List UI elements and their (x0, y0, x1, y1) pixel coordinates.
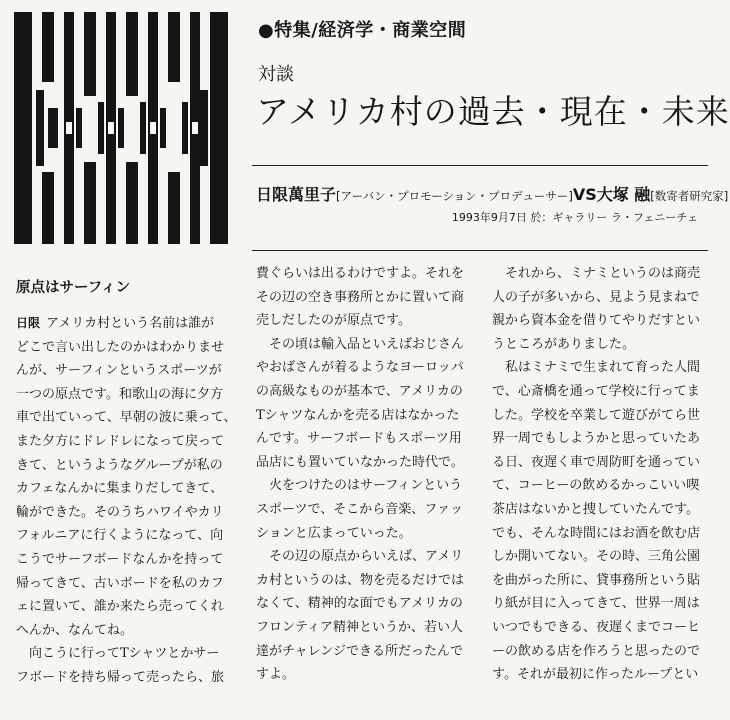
text-line-content: やおばさんが着るようなヨーロッパ (256, 360, 464, 376)
text-line (492, 333, 704, 357)
text-line (16, 336, 238, 360)
text-line-content: 車で出ていって、早朝の波に乗って、 (16, 410, 237, 426)
speaker-label: 日限 (16, 316, 41, 330)
text-line (256, 262, 472, 286)
participants-line (256, 182, 728, 205)
text-line (256, 663, 472, 687)
text-line-content: る日、夜遅く車で周防町を通ってい (492, 454, 701, 470)
text-line-content: んが、サーフィンというスポーツが (16, 363, 222, 379)
text-line (492, 262, 704, 286)
text-line (492, 569, 704, 593)
text-line-content: 親から資本金を借りてやりだすとい (492, 313, 701, 329)
guest-role: [アーバン・プロモーション・プロデューサー] (336, 189, 573, 203)
text-line (256, 380, 472, 404)
text-line (256, 309, 472, 333)
text-line (256, 451, 472, 475)
text-line (16, 595, 238, 619)
text-line (16, 383, 238, 407)
text-line (492, 451, 704, 475)
text-line-content: んです。サーフボードもスポーツ用 (256, 431, 462, 447)
text-line (16, 642, 238, 666)
text-column-right (492, 262, 704, 687)
text-line (492, 404, 704, 428)
text-line-content: スポーツで、そこから音楽、ファッ (256, 501, 463, 517)
text-line-content: 帰ってきて、古いボードを私のカフ (16, 575, 224, 591)
text-line-content: 売しだしたのが原点です。 (256, 313, 411, 329)
text-line-content: 品店にも置いていなかった時代で。 (256, 454, 464, 470)
text-line (16, 359, 238, 383)
article-title: アメリカ村の過去・現在・未来 (256, 92, 730, 131)
text-line-content: フボードを持ち帰って売ったら、旅 (16, 669, 225, 685)
text-line-content: した。学校を卒業して遊びがてら世 (492, 407, 701, 423)
text-line (256, 286, 472, 310)
text-line (492, 545, 704, 569)
text-line-content: の高級なものが基本で、アメリカの (256, 383, 463, 399)
text-line (16, 406, 238, 430)
text-line-content: それから、ミナミというのは商売 (492, 266, 701, 281)
text-line (492, 616, 704, 640)
text-line-content: どこで言い出したのかはわかりませ (16, 339, 225, 355)
text-line (492, 498, 704, 522)
text-line (256, 404, 472, 428)
text-line-content: その辺の空き事務所とかに置いて商 (256, 289, 465, 305)
text-line-content: 向こうに行ってTシャツとかサー (16, 646, 220, 662)
text-line-content: 界一周でもしようかと思っていたあ (492, 431, 701, 447)
text-line-content: カ村というのは、物を売るだけでは (256, 572, 465, 588)
text-line-content: へんか、なんてね。 (16, 622, 134, 638)
text-line (256, 427, 472, 451)
text-line (16, 501, 238, 525)
text-line-content: きて、というようなグループが私の (16, 457, 223, 473)
text-line-content: を曲がった所に、貸事務所という貼 (492, 572, 701, 588)
text-line-content: その頃は輸入品といえばおじさん (256, 336, 465, 352)
text-line-content: いつでもできる、夜遅くまでコーヒ (492, 619, 701, 635)
feature-logo-graphic (14, 12, 228, 244)
text-line-content: でも、そんな時間にはお酒を飲む店 (492, 525, 701, 541)
text-line (492, 474, 704, 498)
text-line-content: なくて、精神的な面でもアメリカの (256, 596, 463, 612)
text-line (16, 548, 238, 572)
text-line (256, 545, 472, 569)
text-line-content: 費ぐらいは出るわけですよ。それを (256, 266, 465, 281)
text-line (492, 427, 704, 451)
text-line-content: 人の子が多いから、見よう見まねで (492, 289, 700, 305)
guest-name: 日限萬里子 (256, 185, 337, 204)
text-line (16, 312, 238, 336)
host-role: [数寄者研究家] (650, 189, 729, 203)
feature-series-label: ●特集/経済学・商業空間 (258, 20, 467, 41)
text-line-content: て、コーヒーの飲めるかっこいい喫 (492, 478, 700, 494)
text-line-content: 達がチャレンジできる所だったんで (256, 643, 463, 659)
text-line (16, 666, 238, 690)
text-line-content: うところがありました。 (492, 336, 636, 352)
text-line (256, 640, 472, 664)
text-line-content: こうでサーフボードなんかを持って (16, 551, 224, 567)
text-line (492, 356, 704, 380)
text-line-content: 一つの原点です。和歌山の海に夕方 (16, 386, 223, 402)
text-line (16, 524, 238, 548)
text-line-content: カフェなんかに集まりだしてきて、 (16, 481, 224, 497)
text-line (256, 356, 472, 380)
text-line (492, 640, 704, 664)
text-column-middle (256, 262, 472, 687)
text-line-content: す。それが最初に作ったループとい (492, 667, 699, 683)
text-line-content: 火をつけたのはサーフィンという (256, 478, 463, 494)
text-line (256, 333, 472, 357)
text-line (492, 663, 704, 687)
host-name: 大塚 融 (596, 185, 651, 204)
text-line-content: また夕方にドレドレになって戻って (16, 433, 225, 449)
text-line-content: ションと広まっていった。 (256, 525, 412, 541)
text-line (16, 430, 238, 454)
text-line-content: すよ。 (256, 667, 296, 683)
article-kicker: 対談 (258, 64, 294, 85)
text-line-content: アメリカ村という名前は誰が (46, 316, 215, 331)
text-line (256, 616, 472, 640)
text-line-content: Tシャツなんかを売る店はなかった (256, 407, 460, 423)
text-line-content: 輪ができた。そのうちハワイやカリ (16, 504, 224, 520)
text-line-content: り紙が目に入ってきて、世界一周は (492, 596, 700, 612)
text-column-left (16, 312, 238, 690)
text-line (492, 309, 704, 333)
text-line-content: 私はミナミで生まれて育った人間 (492, 360, 701, 376)
text-line (16, 572, 238, 596)
text-line-content: フロンティア精神というか、若い人 (256, 619, 463, 635)
text-line (492, 380, 704, 404)
text-line (16, 619, 238, 643)
text-line (492, 522, 704, 546)
text-line-content: 茶店はないかと捜していたんです。 (492, 501, 699, 517)
text-line-content: その辺の原点からいえば、アメリ (256, 549, 464, 565)
text-line-content: ェに置いて、誰か来たら売ってくれ (16, 599, 224, 615)
dateline: 1993年9月7日 於：ギャラリー ラ・フェニーチェ (451, 211, 698, 224)
text-line (256, 592, 472, 616)
text-line (16, 454, 238, 478)
byline-divider (252, 250, 708, 251)
text-line (256, 498, 472, 522)
text-line (256, 522, 472, 546)
text-line-content: しか開いてない。その時、三角公園 (492, 549, 701, 565)
text-line (492, 592, 704, 616)
text-line (16, 477, 238, 501)
section-subheading: 原点はサーフィン (16, 280, 131, 296)
versus-label: VS (572, 185, 597, 204)
text-line (256, 569, 472, 593)
text-line-content: ーの飲める店を作ろうと思ったので (492, 643, 701, 659)
text-line (492, 286, 704, 310)
text-line (256, 474, 472, 498)
text-line-content: フォルニアに行くようになって、向 (16, 528, 224, 544)
text-line-content: で、心斎橋を通って学校に行ってま (492, 383, 700, 399)
header-divider (252, 165, 708, 166)
